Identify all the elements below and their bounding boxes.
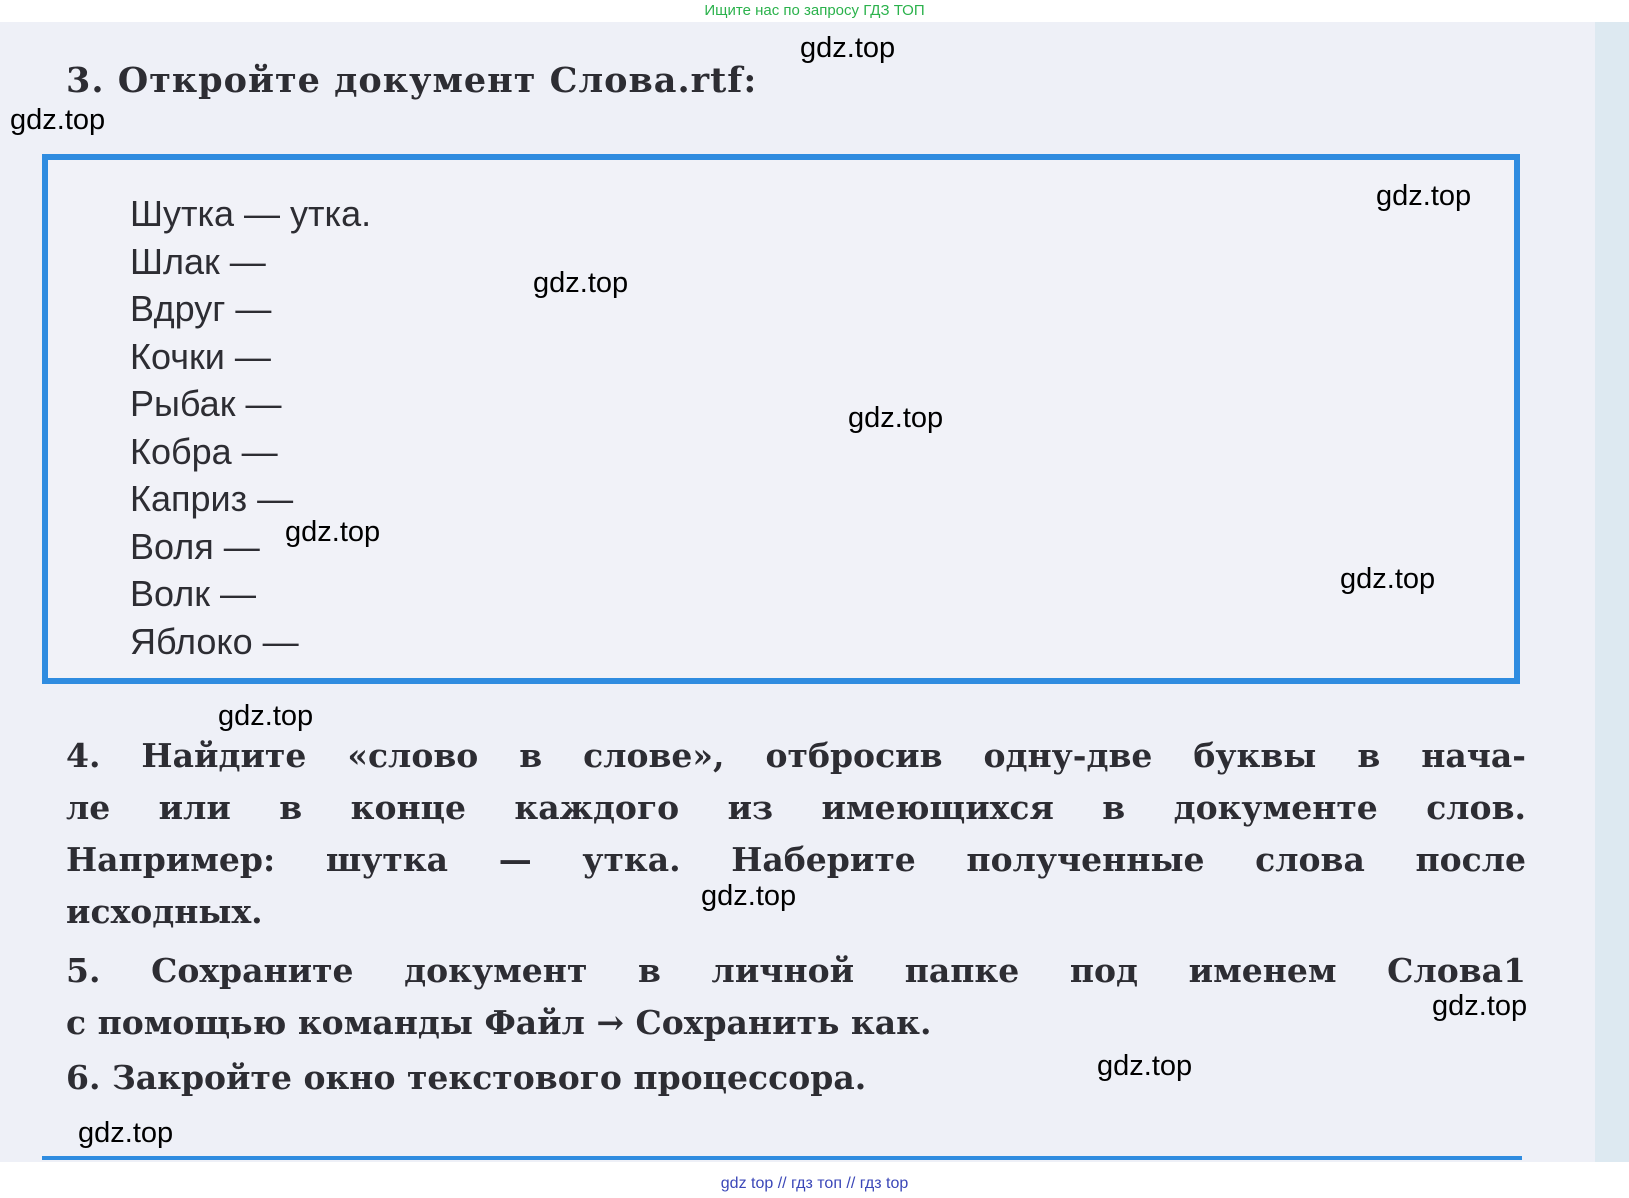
task-4-line: ле или в конце каждого из имеющихся в документе слов. bbox=[66, 788, 1526, 827]
word-item: Вдруг — bbox=[130, 288, 272, 329]
word-item: Кобра — bbox=[130, 430, 278, 472]
watermark: gdz.top bbox=[78, 1117, 174, 1149]
document-word-box bbox=[42, 154, 1520, 684]
watermark: gdz.top bbox=[533, 267, 629, 299]
bottom-rule bbox=[42, 1156, 1522, 1160]
task-4-line: 4. Найдите «слово в слове», отбросив одну-две буквы в нача- bbox=[66, 736, 1526, 775]
task-5-line: с помощью команды Файл → Сохранить как. bbox=[66, 1003, 932, 1042]
task-5-paragraph bbox=[66, 945, 1526, 1049]
word-item: Каприз — bbox=[130, 478, 294, 519]
top-banner: Ищите нас по запросу ГДЗ ТОП bbox=[0, 0, 1629, 22]
watermark: gdz.top bbox=[1376, 180, 1472, 212]
task-4-line: исходных. bbox=[66, 892, 263, 931]
watermark: gdz.top bbox=[701, 880, 797, 912]
word-list bbox=[130, 190, 371, 665]
watermark: gdz.top bbox=[1097, 1050, 1193, 1082]
watermark: gdz.top bbox=[10, 104, 106, 136]
watermark: gdz.top bbox=[1432, 990, 1528, 1022]
watermark: gdz.top bbox=[1340, 563, 1436, 595]
bottom-banner: gdz top // гдз топ // гдз top bbox=[0, 1170, 1629, 1198]
task-3-heading: 3. Откройте документ Слова.rtf: bbox=[66, 60, 758, 101]
word-item: Шлак — bbox=[130, 240, 266, 282]
task-6-line: 6. Закройте окно текстового процессора. bbox=[66, 1058, 867, 1097]
word-item: Рыбак — bbox=[130, 383, 282, 424]
watermark: gdz.top bbox=[848, 402, 944, 434]
word-item: Кочки — bbox=[130, 335, 271, 377]
right-margin-strip bbox=[1595, 22, 1629, 1162]
watermark: gdz.top bbox=[218, 700, 314, 732]
word-item: Воля — bbox=[130, 525, 260, 567]
word-item: Волк — bbox=[130, 573, 256, 614]
word-item: Шутка — утка. bbox=[130, 193, 372, 234]
task-5-line: 5. Сохраните документ в личной папке под именем Слова1 bbox=[66, 951, 1526, 990]
task-6-paragraph bbox=[66, 1052, 1526, 1104]
watermark: gdz.top bbox=[285, 516, 381, 548]
task-4-line: Например: шутка — утка. Наберите полученные слова после bbox=[66, 840, 1526, 879]
word-item: Яблоко — bbox=[130, 620, 299, 662]
watermark: gdz.top bbox=[800, 32, 896, 64]
